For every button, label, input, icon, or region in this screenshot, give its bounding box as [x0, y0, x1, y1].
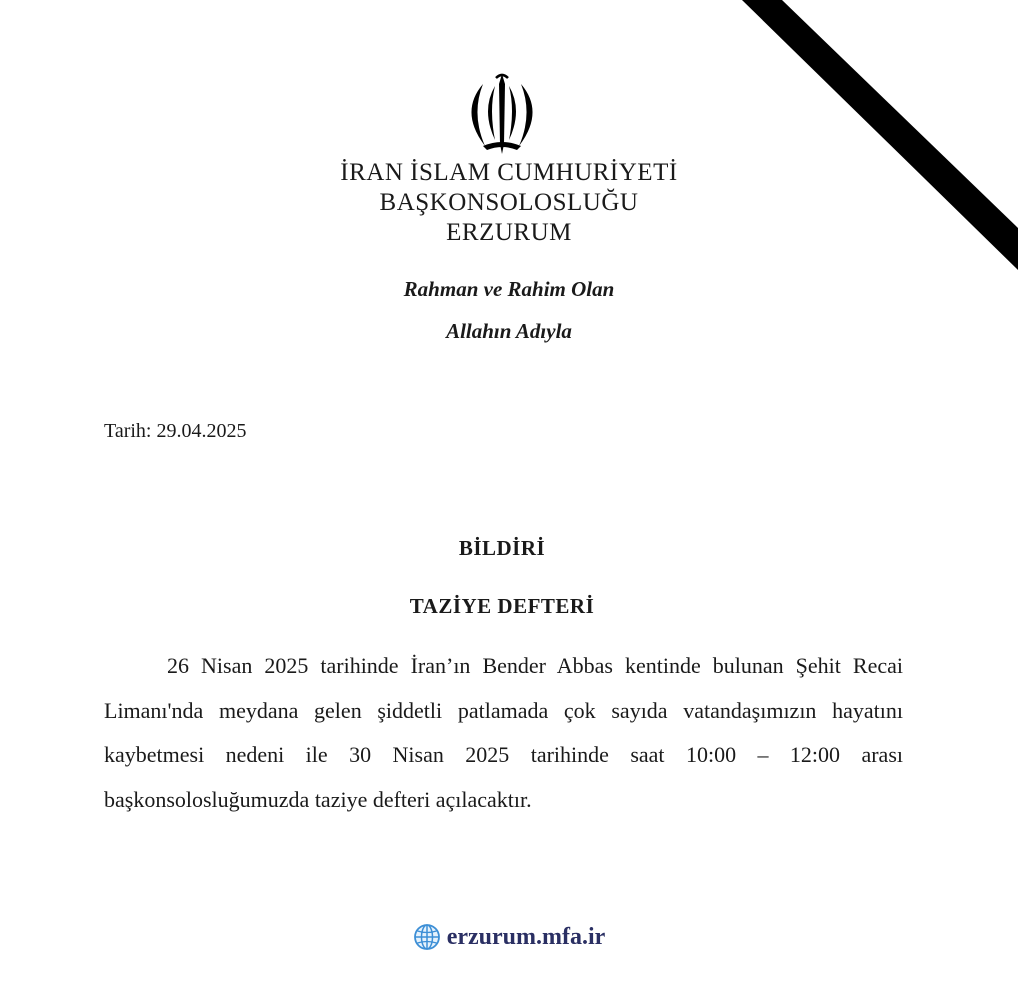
org-name-line-3: ERZURUM — [446, 219, 572, 246]
website-link[interactable]: erzurum.mfa.ir — [446, 924, 606, 951]
document-title: BİLDİRİ — [458, 536, 546, 560]
globe-icon — [413, 923, 441, 951]
footer — [0, 922, 1018, 952]
iran-emblem-icon — [461, 70, 543, 156]
org-name-line-1: İRAN İSLAM CUMHURİYETİ — [340, 159, 678, 186]
document-date: Tarih: 29.04.2025 — [104, 420, 247, 442]
document-subtitle: TAZİYE DEFTERİ — [409, 594, 595, 618]
announcement-body: 26 Nisan 2025 tarihinde İran’ın Bender Abbas kentinde bulunan Şehit Recai Limanı'nda meydana gelen şiddetli patlamada çok sayıda vatandaşımızın hayatını kaybetmesi nedeni ile 30 Nisan 2025 tarihinde saat 10:00 – 12:00 arası başkonsolosluğumuzda taziye defteri açılacaktır. — [104, 653, 903, 812]
org-name-line-2: BAŞKONSOLOSLUĞU — [379, 189, 639, 216]
invocation-line-1: Rahman ve Rahim Olan — [403, 277, 615, 301]
invocation-line-2: Allahın Adıyla — [446, 319, 572, 343]
